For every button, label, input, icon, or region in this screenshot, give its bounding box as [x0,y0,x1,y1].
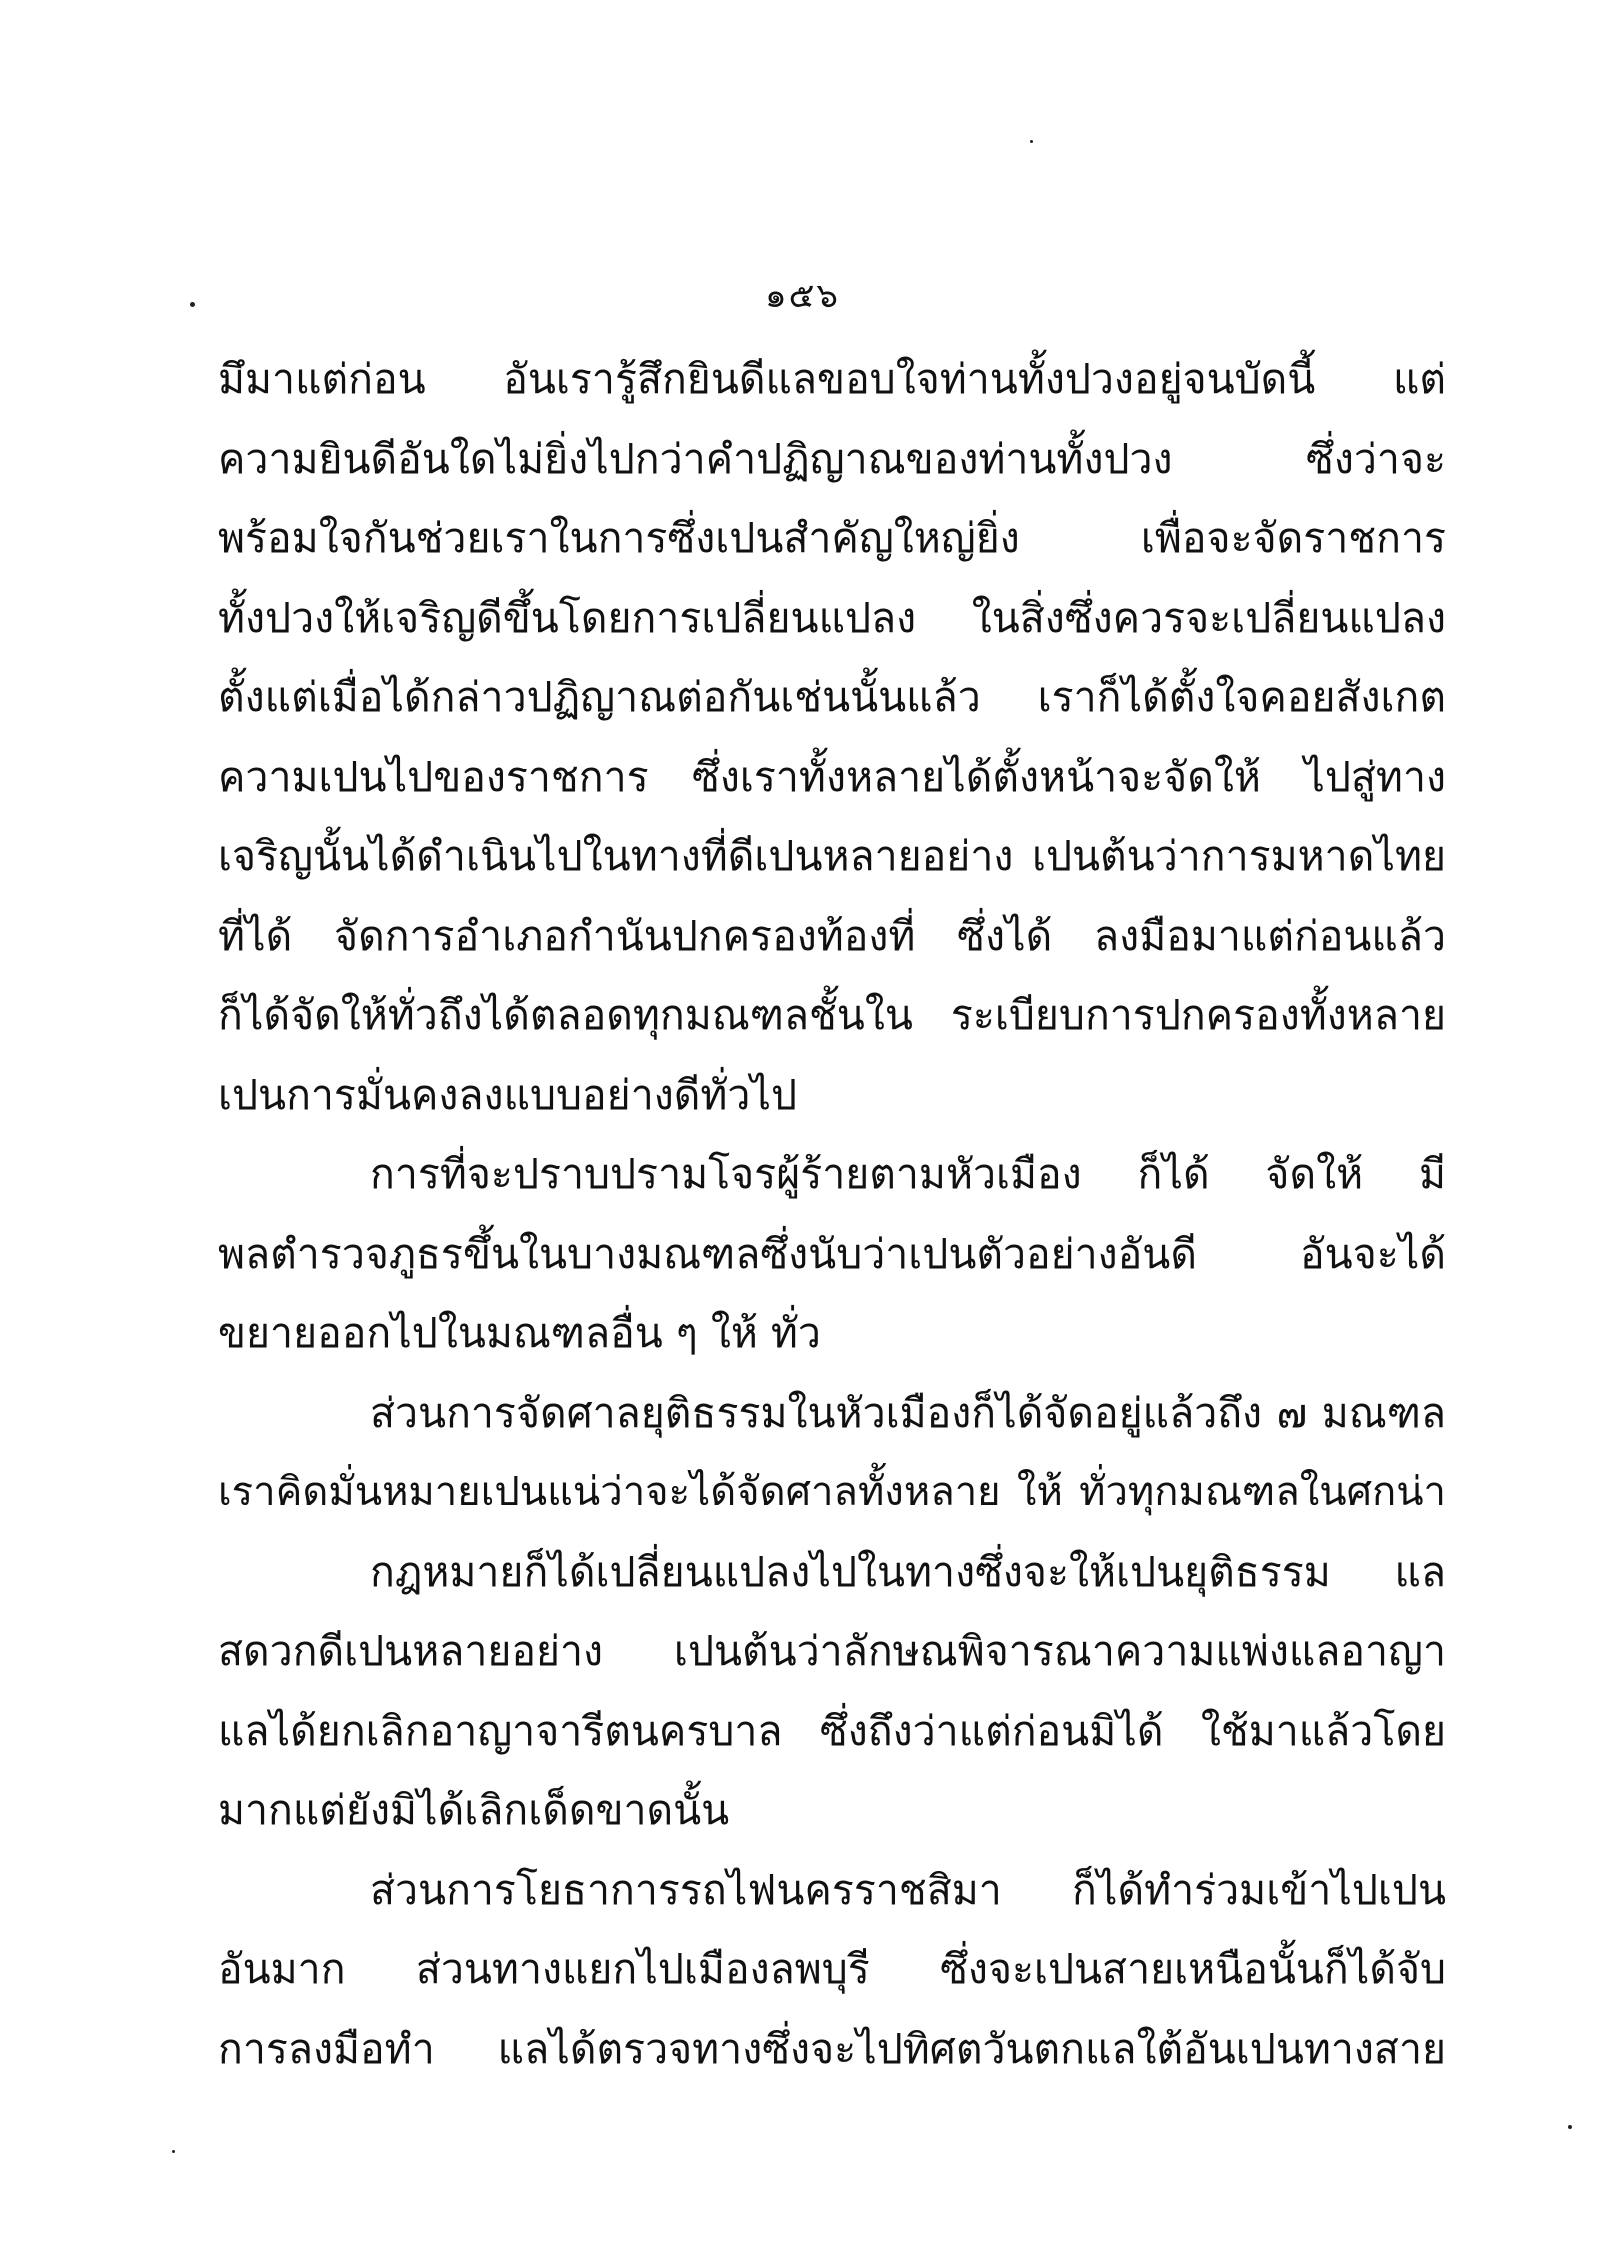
text-line: ส่วนการจัดศาลยุติธรรมในหัวเมืองก็ได้จัดอยู่แล้วถึง ๗ มณฑล [370,1388,1446,1437]
text-line: ตั้งแต่เมื่อได้กล่าวปฏิญาณต่อกันเช่นนั้นแล้ว เราก็ได้ตั้งใจคอยสังเกต [218,673,1446,721]
text-line: กฎหมายก็ได้เปลี่ยนแปลงไปในทางซึ่งจะให้เปนยุติธรรม แล [370,1547,1446,1596]
text-line: ความเปนไปของราชการ ซึ่งเราทั้งหลายได้ตั้งหน้าจะจัดให้ ไปสู่ทาง [218,752,1446,801]
text-line: มากแต่ยังมิได้เลิกเด็ดขาดนั้น [218,1786,730,1834]
body-text [218,340,1446,2089]
text-line: อันมาก ส่วนทางแยกไปเมืองลพบุรี ซึ่งจะเปนสายเหนือนั้นก็ได้จับ [218,1945,1446,1993]
text-line: สดวกดีเปนหลายอย่าง เปนต้นว่าลักษณพิจารณาความแพ่งแลอาญา [218,1627,1446,1675]
text-line: ก็ได้จัดให้ทั่วถึงได้ตลอดทุกมณฑลชั้นใน ระเบียบการปกครองทั้งหลาย [218,991,1446,1039]
scan-speck [172,2150,175,2153]
text-line: พร้อมใจกันช่วยเราในการซึ่งเปนสำคัญใหญ่ยิ่ง เพื่อจะจัดราชการ [218,514,1446,562]
text-line: มึมาแต่ก่อน อันเรารู้สึกยินดีแลขอบใจท่านทั้งปวงอยู่จนบัดนี้ แต่ [218,355,1446,403]
text-line: เจริญนั้นได้ดำเนินไปในทางที่ดีเปนหลายอย่าง เปนต้นว่าการมหาดไทย [218,832,1446,880]
text-line: การลงมือทำ แลได้ตรวจทางซึ่งจะไปทิศตวันตกแลใต้อันเปนทางสาย [218,2024,1446,2073]
text-line: ทั้งปวงให้เจริญดีขึ้นโดยการเปลี่ยนแปลง ในสิ่งซึ่งควรจะเปลี่ยนแปลง [218,593,1446,642]
text-line: ขยายออกไปในมณฑลอื่น ๆ ให้ ทั่ว [218,1309,821,1357]
text-line: แลได้ยกเลิกอาญาจารีตนครบาล ซึ่งถึงว่าแต่ก่อนมิได้ ใช้มาแล้วโดย [218,1706,1446,1755]
text-line: เปนการมั่นคงลงแบบอย่างดีทั่วไป [218,1070,798,1119]
scan-speck [1568,2125,1572,2129]
text-line: การที่จะปราบปรามโจรผู้ร้ายตามหัวเมือง ก็ได้ จัดให้ มี [370,1150,1446,1198]
text-line: เราคิดมั่นหมายเปนแน่ว่าจะได้จัดศาลทั้งหลาย ให้ ทั่วทุกมณฑลในศกน่า [218,1469,1446,1515]
text-line: ส่วนการโยธาการรถไฟนครราชสิมา ก็ได้ทำร่วมเข้าไปเปน [370,1865,1446,1914]
page-number: ๑๕๖ [765,276,840,316]
text-line: ที่ได้ จัดการอำเภอกำนันปกครองท้องที่ ซึ่งได้ ลงมือมาแต่ก่อนแล้ว [218,911,1446,960]
scan-speck [190,302,195,307]
text-line: พลตำรวจภูธรขึ้นในบางมณฑลซึ่งนับว่าเปนตัวอย่างอันดี อันจะได้ [218,1229,1446,1278]
text-line: ความยินดีอันใดไม่ยิ่งไปกว่าคำปฏิญาณของท่านทั้งปวง ซึ่งว่าจะ [218,434,1446,483]
scan-speck [1030,140,1033,143]
